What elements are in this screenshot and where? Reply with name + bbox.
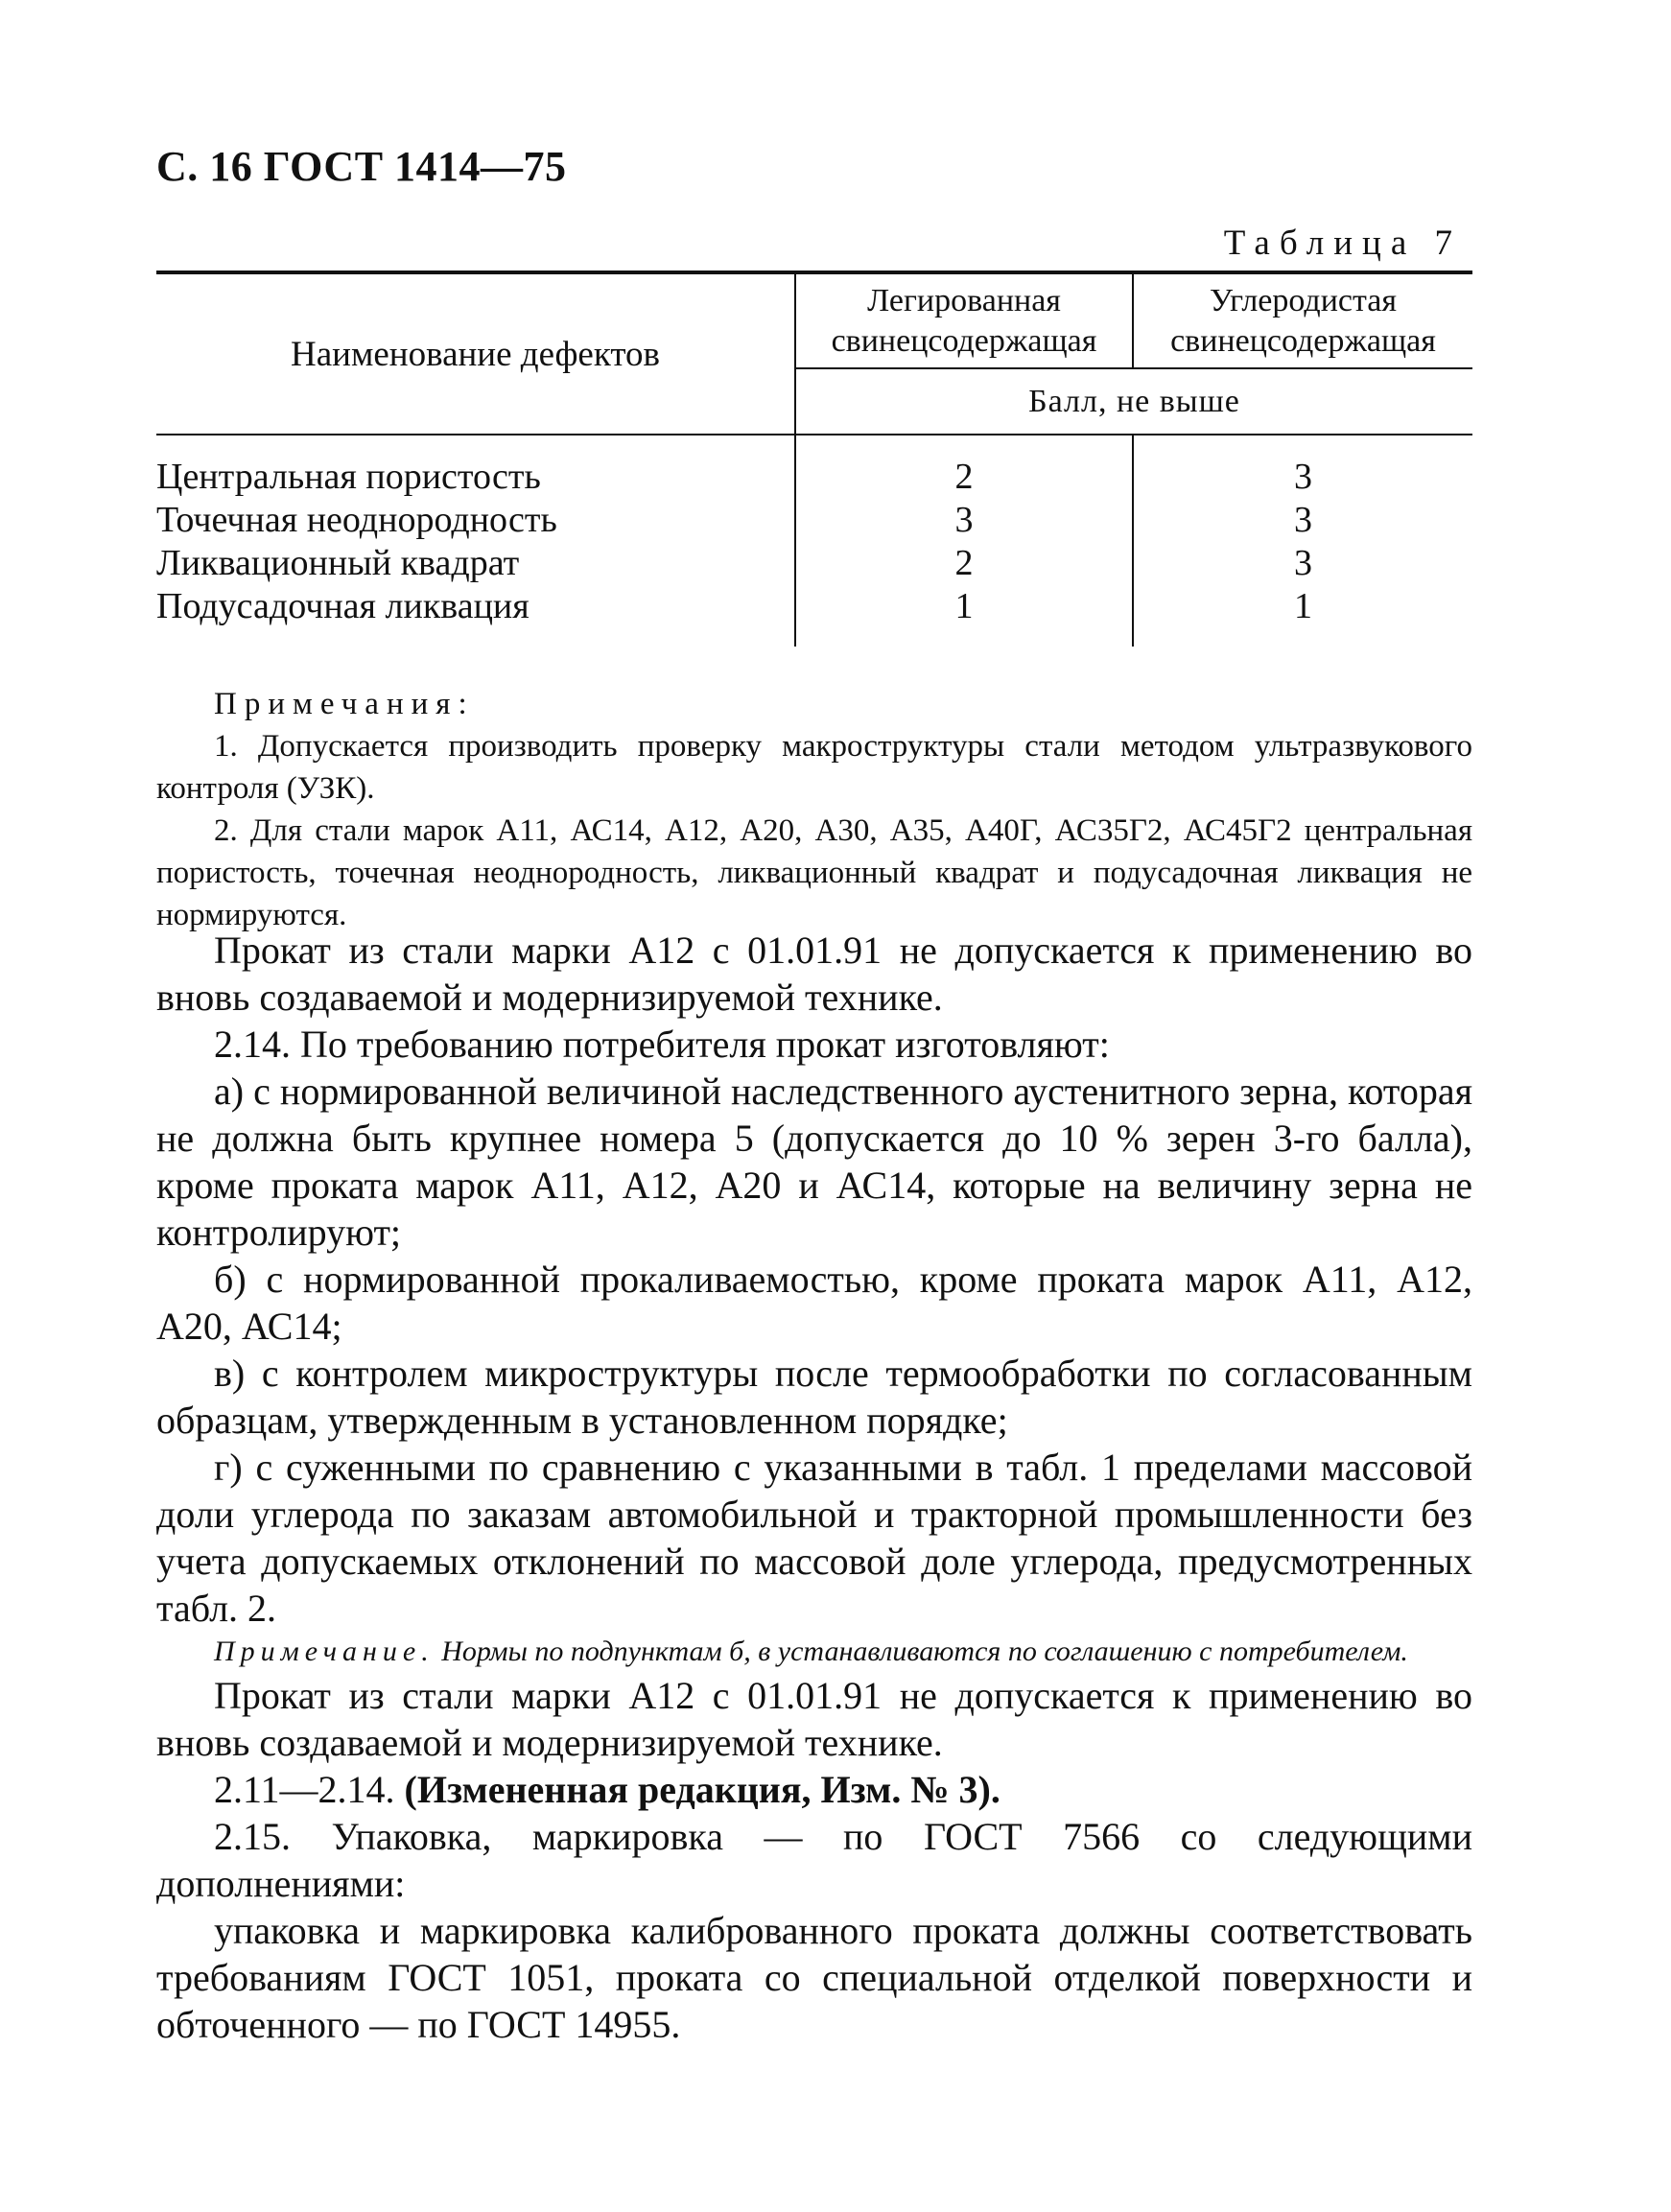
note-text: Нормы по подпунктам б, в устанавливаются по соглашению с потребителем. — [441, 1635, 1408, 1667]
amendment-text: (Измененная редакция, Изм. № 3). — [404, 1768, 1000, 1811]
note-2: 2. Для стали марок А11, АС14, А12, А20, А30, А35, А40Г, АС35Г2, АС45Г2 центральная пористость, точечная неоднородность, ликвационный квадрат и подусадочная ликвация не нормируются. — [156, 813, 1472, 932]
value-alloyed: 1 — [795, 584, 1133, 627]
column-header-carbon — [1133, 272, 1472, 368]
value-carbon: 1 — [1133, 584, 1472, 627]
main-text — [156, 927, 1472, 2048]
column-header-alloyed — [795, 272, 1133, 368]
inline-note — [156, 1632, 1472, 1672]
notes-title: Примечания: — [214, 687, 475, 721]
list-item-g: г) с суженными по сравнению с указанными в табл. 1 пределами массовой доли углерода по заказам автомобильной и тракторной промышленности без учета допускаемых отклонений по массовой доле углерода, предусмотренных табл. 2. — [156, 1446, 1472, 1630]
column-header-carbon-line1: Углеродистая — [1210, 282, 1397, 318]
column-header-carbon-line2: свинецсодержащая — [1170, 322, 1436, 359]
value-carbon: 3 — [1133, 541, 1472, 584]
defect-name: Подусадочная ликвация — [156, 585, 530, 626]
page-header: С. 16 ГОСТ 1414—75 — [156, 143, 567, 190]
paragraph: Прокат из стали марки А12 с 01.01.91 не допускается к применению во вновь создаваемой и модернизируемой технике. — [156, 1674, 1472, 1764]
unit-header: Балл, не выше — [795, 368, 1472, 435]
value-carbon: 3 — [1133, 455, 1472, 498]
paragraph: Прокат из стали марки А12 с 01.01.91 не допускается к применению во вновь создаваемой и модернизируемой технике. — [156, 929, 1472, 1019]
defect-name: Точечная неоднородность — [156, 499, 557, 540]
table-row — [156, 498, 1472, 541]
table-row — [156, 455, 1472, 498]
column-header-alloyed-line1: Легированная — [867, 282, 1061, 318]
note-1: 1. Допускается производить проверку макроструктуры стали методом ультразвукового контроля (УЗК). — [156, 729, 1472, 806]
paragraph: 2.15. Упаковка, маркировка — по ГОСТ 7566 со следующими дополнениями: — [156, 1815, 1472, 1905]
table-notes — [156, 683, 1472, 936]
amendment-number: 2.11—2.14. — [214, 1768, 395, 1811]
list-item-v: в) с контролем микроструктуры после термообработки по согласованным образцам, утвержденным в установленном порядке; — [156, 1352, 1472, 1442]
defects-table — [156, 271, 1472, 647]
paragraph: упаковка и маркировка калиброванного проката должны соответствовать требованиям ГОСТ 1051, проката со специальной отделкой поверхности и обточенного — по ГОСТ 14955. — [156, 1909, 1472, 2046]
amendment-line — [156, 1766, 1472, 1813]
defect-name: Ликвационный квадрат — [156, 542, 520, 583]
value-alloyed: 2 — [795, 541, 1133, 584]
value-alloyed: 2 — [795, 455, 1133, 498]
defect-name: Центральная пористость — [156, 456, 541, 497]
paragraph: 2.14. По требованию потребителя прокат изготовляют: — [214, 1023, 1110, 1066]
table-caption: Таблица 7 — [1223, 224, 1462, 263]
value-alloyed: 3 — [795, 498, 1133, 541]
column-header-name: Наименование дефектов — [156, 272, 795, 435]
table-row — [156, 541, 1472, 584]
value-carbon: 3 — [1133, 498, 1472, 541]
table-row — [156, 584, 1472, 627]
list-item-a: а) с нормированной величиной наследственного аустенитного зерна, которая не должна быть крупнее номера 5 (допускается до 10 % зерен 3-го балла), кроме проката марок А11, А12, А20 и АС14, которые на величину зерна не контролируют; — [156, 1070, 1472, 1254]
note-label: Примечание. — [214, 1635, 435, 1667]
column-header-alloyed-line2: свинецсодержащая — [831, 322, 1097, 359]
list-item-b: б) с нормированной прокаливаемостью, кроме проката марок А11, А12, А20, АС14; — [156, 1258, 1472, 1348]
